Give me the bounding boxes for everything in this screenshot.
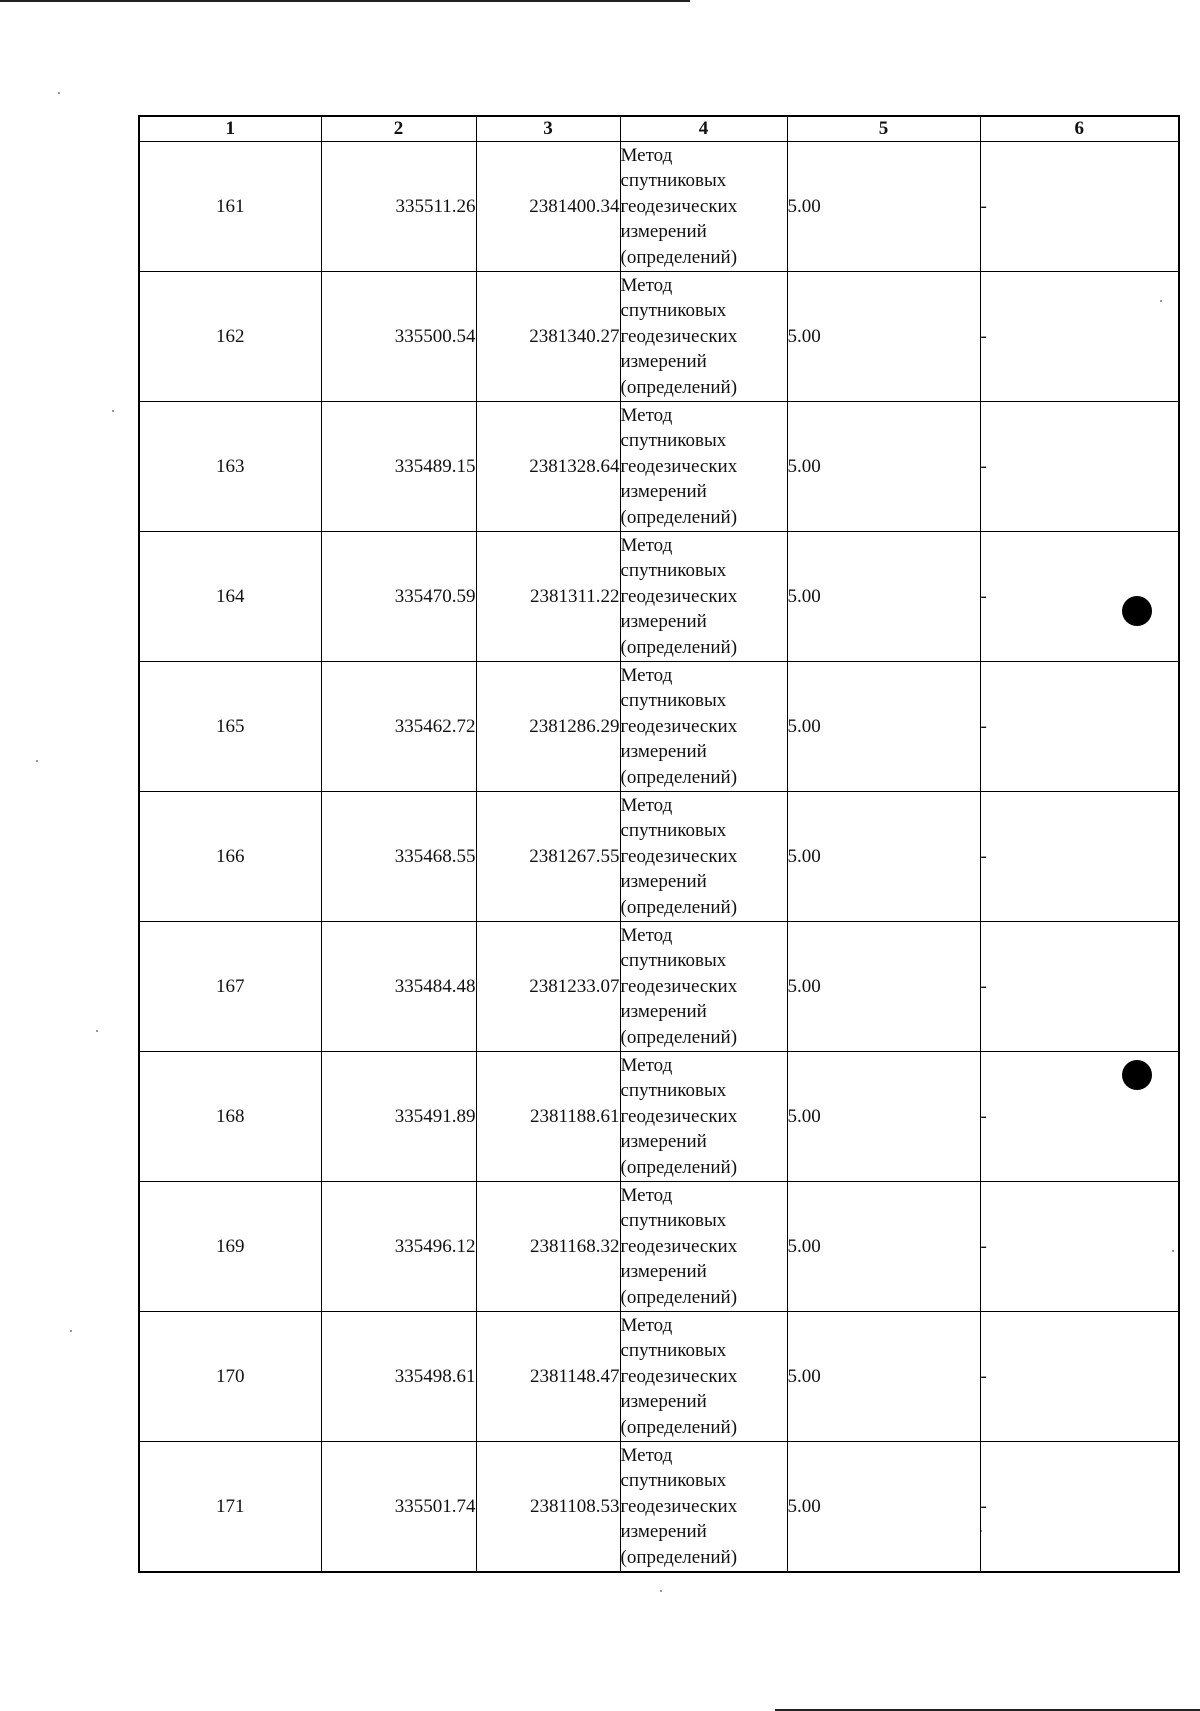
table-body bbox=[139, 142, 1179, 1573]
point-number-cell: 163 bbox=[139, 402, 321, 532]
y-coordinate-cell: 2381148.47 bbox=[476, 1312, 620, 1442]
method-line: геодезических bbox=[620, 845, 738, 867]
method-line: спутниковых bbox=[620, 1210, 727, 1232]
method-cell bbox=[620, 792, 787, 922]
method-line: (определений) bbox=[620, 1156, 738, 1178]
table-row bbox=[139, 402, 1179, 532]
method-line: геодезических bbox=[620, 975, 738, 997]
accuracy-cell: 5.00 bbox=[787, 272, 980, 402]
method-line: Метод bbox=[620, 534, 673, 556]
note-cell: - bbox=[980, 1442, 1179, 1573]
method-cell bbox=[620, 142, 787, 272]
accuracy-cell: 5.00 bbox=[787, 1182, 980, 1312]
method-cell bbox=[620, 272, 787, 402]
note-cell: - bbox=[980, 1312, 1179, 1442]
method-cell bbox=[620, 662, 787, 792]
method-line: геодезических bbox=[620, 455, 738, 477]
point-number-cell: 161 bbox=[139, 142, 321, 272]
method-line: измерений bbox=[620, 871, 707, 893]
method-line: измерений bbox=[620, 481, 707, 503]
accuracy-cell: 5.00 bbox=[787, 402, 980, 532]
y-coordinate-cell: 2381340.27 bbox=[476, 272, 620, 402]
y-coordinate-cell: 2381108.53 bbox=[476, 1442, 620, 1573]
method-line: спутниковых bbox=[620, 430, 727, 452]
point-number-cell: 166 bbox=[139, 792, 321, 922]
method-line: измерений bbox=[620, 1001, 707, 1023]
y-coordinate-cell: 2381233.07 bbox=[476, 922, 620, 1052]
note-cell: - bbox=[980, 272, 1179, 402]
method-line: спутниковых bbox=[620, 560, 727, 582]
method-line: измерений bbox=[620, 741, 707, 763]
method-line: (определений) bbox=[620, 506, 738, 528]
y-coordinate-cell: 2381188.61 bbox=[476, 1052, 620, 1182]
method-line: измерений bbox=[620, 221, 707, 243]
method-cell bbox=[620, 402, 787, 532]
top-scan-line bbox=[0, 0, 690, 2]
column-header: 3 bbox=[476, 116, 620, 142]
method-line: спутниковых bbox=[620, 1340, 727, 1362]
method-line: спутниковых bbox=[620, 690, 727, 712]
method-line: (определений) bbox=[620, 246, 738, 268]
method-line: Метод bbox=[620, 274, 673, 296]
point-number-cell: 162 bbox=[139, 272, 321, 402]
x-coordinate-cell: 335491.89 bbox=[321, 1052, 476, 1182]
method-line: Метод bbox=[620, 1444, 673, 1466]
point-number-cell: 168 bbox=[139, 1052, 321, 1182]
method-line: (определений) bbox=[620, 896, 738, 918]
x-coordinate-cell: 335511.26 bbox=[321, 142, 476, 272]
method-line: Метод bbox=[620, 664, 673, 686]
accuracy-cell: 5.00 bbox=[787, 1442, 980, 1573]
table-row bbox=[139, 1052, 1179, 1182]
coordinates-table bbox=[138, 115, 1180, 1573]
y-coordinate-cell: 2381328.64 bbox=[476, 402, 620, 532]
method-line: геодезических bbox=[620, 195, 738, 217]
method-line: Метод bbox=[620, 1314, 673, 1336]
x-coordinate-cell: 335462.72 bbox=[321, 662, 476, 792]
column-header: 4 bbox=[620, 116, 787, 142]
column-header: 1 bbox=[139, 116, 321, 142]
note-cell: - bbox=[980, 532, 1179, 662]
method-cell bbox=[620, 1442, 787, 1573]
method-cell bbox=[620, 1182, 787, 1312]
method-cell bbox=[620, 1312, 787, 1442]
table-row bbox=[139, 662, 1179, 792]
point-number-cell: 171 bbox=[139, 1442, 321, 1573]
point-number-cell: 170 bbox=[139, 1312, 321, 1442]
note-cell: - bbox=[980, 662, 1179, 792]
method-line: измерений bbox=[620, 611, 707, 633]
x-coordinate-cell: 335489.15 bbox=[321, 402, 476, 532]
accuracy-cell: 5.00 bbox=[787, 1052, 980, 1182]
method-line: геодезических bbox=[620, 585, 738, 607]
method-cell bbox=[620, 532, 787, 662]
note-cell: - bbox=[980, 1182, 1179, 1312]
note-cell: - bbox=[980, 142, 1179, 272]
method-line: геодезических bbox=[620, 1365, 738, 1387]
method-line: спутниковых bbox=[620, 300, 727, 322]
method-line: (определений) bbox=[620, 1546, 738, 1568]
method-line: (определений) bbox=[620, 1416, 738, 1438]
method-line: геодезических bbox=[620, 325, 738, 347]
method-line: Метод bbox=[620, 924, 673, 946]
table-row bbox=[139, 922, 1179, 1052]
table-row bbox=[139, 1442, 1179, 1573]
method-line: измерений bbox=[620, 1261, 707, 1283]
method-line: (определений) bbox=[620, 766, 738, 788]
x-coordinate-cell: 335498.61 bbox=[321, 1312, 476, 1442]
note-cell: - bbox=[980, 922, 1179, 1052]
table-row bbox=[139, 532, 1179, 662]
x-coordinate-cell: 335484.48 bbox=[321, 922, 476, 1052]
y-coordinate-cell: 2381311.22 bbox=[476, 532, 620, 662]
method-line: спутниковых bbox=[620, 170, 727, 192]
point-number-cell: 165 bbox=[139, 662, 321, 792]
method-cell bbox=[620, 1052, 787, 1182]
method-line: Метод bbox=[620, 404, 673, 426]
accuracy-cell: 5.00 bbox=[787, 1312, 980, 1442]
method-line: Метод bbox=[620, 1054, 673, 1076]
method-line: измерений bbox=[620, 1391, 707, 1413]
y-coordinate-cell: 2381286.29 bbox=[476, 662, 620, 792]
x-coordinate-cell: 335501.74 bbox=[321, 1442, 476, 1573]
y-coordinate-cell: 2381168.32 bbox=[476, 1182, 620, 1312]
method-line: (определений) bbox=[620, 1026, 738, 1048]
table-row bbox=[139, 792, 1179, 922]
method-line: (определений) bbox=[620, 376, 738, 398]
column-header: 6 bbox=[980, 116, 1179, 142]
table-row bbox=[139, 272, 1179, 402]
note-cell: - bbox=[980, 402, 1179, 532]
table-row bbox=[139, 142, 1179, 272]
note-cell: - bbox=[980, 1052, 1179, 1182]
accuracy-cell: 5.00 bbox=[787, 142, 980, 272]
accuracy-cell: 5.00 bbox=[787, 792, 980, 922]
note-cell: - bbox=[980, 792, 1179, 922]
x-coordinate-cell: 335468.55 bbox=[321, 792, 476, 922]
method-line: Метод bbox=[620, 1184, 673, 1206]
y-coordinate-cell: 2381267.55 bbox=[476, 792, 620, 922]
table-header-row bbox=[139, 116, 1179, 142]
method-line: геодезических bbox=[620, 1235, 738, 1257]
column-header: 2 bbox=[321, 116, 476, 142]
method-line: спутниковых bbox=[620, 1080, 727, 1102]
method-line: геодезических bbox=[620, 1105, 738, 1127]
method-line: геодезических bbox=[620, 715, 738, 737]
column-header: 5 bbox=[787, 116, 980, 142]
y-coordinate-cell: 2381400.34 bbox=[476, 142, 620, 272]
method-line: Метод bbox=[620, 794, 673, 816]
x-coordinate-cell: 335470.59 bbox=[321, 532, 476, 662]
point-number-cell: 169 bbox=[139, 1182, 321, 1312]
accuracy-cell: 5.00 bbox=[787, 662, 980, 792]
method-line: измерений bbox=[620, 1521, 707, 1543]
x-coordinate-cell: 335500.54 bbox=[321, 272, 476, 402]
table-row bbox=[139, 1182, 1179, 1312]
method-line: геодезических bbox=[620, 1495, 738, 1517]
point-number-cell: 164 bbox=[139, 532, 321, 662]
method-line: спутниковых bbox=[620, 820, 727, 842]
method-line: (определений) bbox=[620, 1286, 738, 1308]
method-line: измерений bbox=[620, 351, 707, 373]
method-line: измерений bbox=[620, 1131, 707, 1153]
x-coordinate-cell: 335496.12 bbox=[321, 1182, 476, 1312]
accuracy-cell: 5.00 bbox=[787, 922, 980, 1052]
method-cell bbox=[620, 922, 787, 1052]
method-line: спутниковых bbox=[620, 950, 727, 972]
accuracy-cell: 5.00 bbox=[787, 532, 980, 662]
point-number-cell: 167 bbox=[139, 922, 321, 1052]
method-line: (определений) bbox=[620, 636, 738, 658]
method-line: Метод bbox=[620, 144, 673, 166]
method-line: спутниковых bbox=[620, 1470, 727, 1492]
table-row bbox=[139, 1312, 1179, 1442]
